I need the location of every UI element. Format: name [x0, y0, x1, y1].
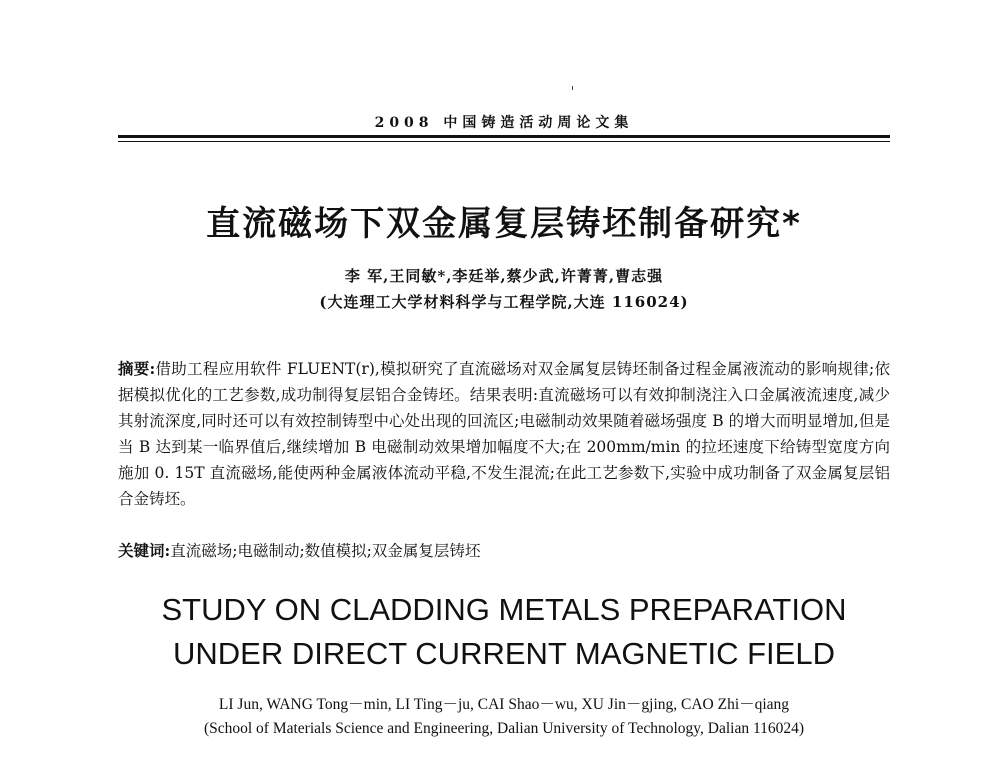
- header-rule-thick: [118, 135, 890, 138]
- chinese-affiliation: (大连理工大学材料科学与工程学院,大连 116024): [319, 293, 689, 311]
- english-affiliation: (School of Materials Science and Engineering, Dalian University of Technology, Dalian 116024): [203, 720, 805, 737]
- english-authors: LI Jun, WANG Tong－min, LI Ting－ju, CAI Shao－wu, XU Jin－gjing, CAO Zhi－qiang: [218, 696, 790, 713]
- keywords-text: 直流磁场;电磁制动;数值模拟;双金属复层铸坯: [170, 542, 481, 560]
- abstract-label: 摘要:: [118, 359, 156, 378]
- abstract-text: 借助工程应用软件 FLUENT(r),模拟研究了直流磁场对双金属复层铸坯制备过程金属液流动的影响规律;依据模拟优化的工艺参数,成功制得复层铝合金铸坯。结果表明:直流磁场可以有效抑制浇注入口金属液流速度,减少其射流深度,同时还可以有效控制铸型中心处出现的回流区;电磁制动效果随着磁场强度 B 的增大而明显增加,但是当 B 达到某一临界值后,继续增加 B 电磁制动效果增加幅度不大;在 200mm/min 的拉坯速度下给铸型宽度方向施加 0. 15T 直流磁场,能使两种金属液体流动平稳,不发生混流;在此工艺参数下,实验中成功制备了双金属复层铝合金铸坯。: [118, 360, 890, 508]
- english-title-line-1: STUDY ON CLADDING METALS PREPARATION: [161, 592, 847, 627]
- scan-speck: [572, 86, 573, 90]
- chinese-keywords: [118, 538, 890, 564]
- english-title: [118, 588, 890, 676]
- chinese-authors: 李 军,王同敏*,李廷举,蔡少武,许菁菁,曹志强: [344, 267, 664, 285]
- running-header: 2008 中国铸造活动周论文集: [374, 115, 634, 131]
- chinese-abstract: [118, 356, 890, 512]
- keywords-label: 关键词:: [118, 541, 171, 560]
- chinese-title: 直流磁场下双金属复层铸坯制备研究*: [206, 204, 802, 244]
- header-rule-thin: [118, 141, 890, 142]
- english-title-line-2: UNDER DIRECT CURRENT MAGNETIC FIELD: [173, 636, 835, 671]
